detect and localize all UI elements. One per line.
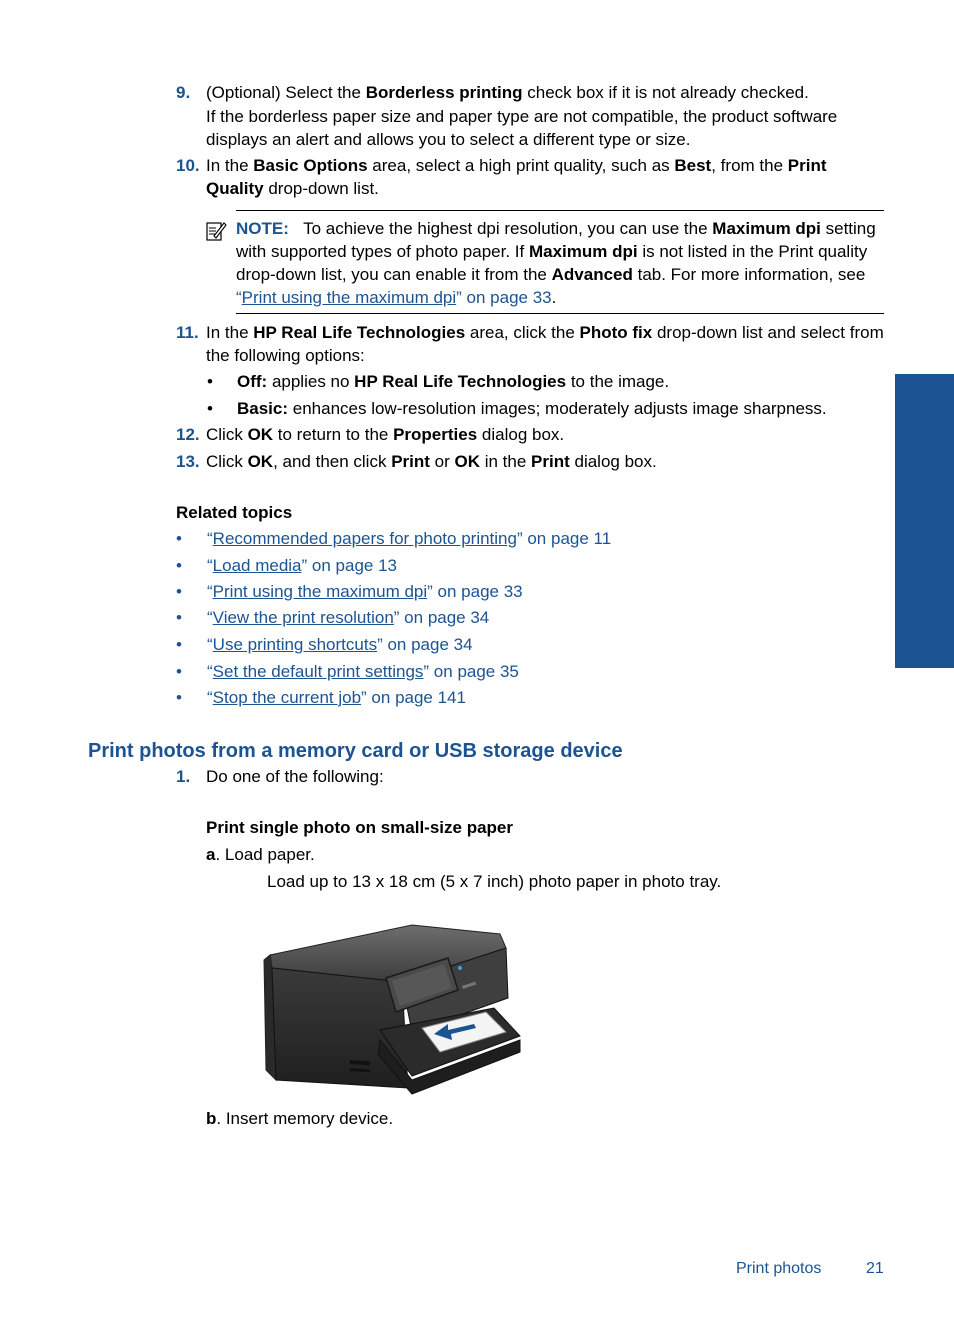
related-link-printing-shortcuts[interactable]: “Use printing shortcuts” on page 34: [207, 635, 473, 654]
related-link-print-resolution[interactable]: “View the print resolution” on page 34: [207, 608, 490, 627]
section-step-1-text: Do one of the following:: [206, 767, 384, 786]
step-12: [176, 423, 886, 446]
substep-a-detail: Load up to 13 x 18 cm (5 x 7 inch) photo paper in photo tray.: [267, 872, 722, 891]
related-link-load-media[interactable]: “Load media” on page 13: [207, 556, 397, 575]
step-number: 9.: [176, 83, 191, 102]
step-number: 12.: [176, 425, 200, 444]
subheading: Print single photo on small-size paper: [206, 818, 513, 837]
step-number: 1.: [176, 767, 191, 786]
step-9-detail: If the borderless paper size and paper type are not compatible, the product software displays an alert and allows you to select a different type or size.: [206, 107, 838, 149]
footer-section: Print photos: [736, 1260, 822, 1277]
note-text: NOTE: To achieve the highest dpi resolution, you can use the Maximum dpi setting with supported types of photo paper. If Maximum dpi is not listed in the Print quality drop-down list, you can enable it from the Advanced tab. For more information, see “Print using the maximum dpi” on page 33.: [236, 219, 876, 307]
related-link-maximum-dpi[interactable]: “Print using the maximum dpi” on page 33: [207, 582, 523, 601]
related-link-stop-job[interactable]: “Stop the current job” on page 141: [207, 688, 466, 707]
note-label: NOTE:: [236, 219, 289, 238]
step-9: [176, 81, 886, 151]
side-tab-label: Print: [881, 627, 896, 660]
section-heading: Print photos from a memory card or USB storage device: [88, 740, 623, 762]
substep-b: b. Insert memory device.: [206, 1109, 394, 1128]
step-12-text: Click OK to return to the Properties dialog box.: [206, 425, 565, 444]
step-9-text: (Optional) Select the Borderless printing check box if it is not already checked.: [206, 83, 809, 102]
related-link-recommended-papers[interactable]: “Recommended papers for photo printing” on page 11: [207, 529, 612, 548]
note-box: [236, 210, 884, 314]
step-10-text: In the Basic Options area, select a high print quality, such as Best, from the Print Quality drop-down list.: [206, 156, 827, 198]
step-13-text: Click OK, and then click Print or OK in the Print dialog box.: [206, 452, 657, 471]
step-13: [176, 450, 886, 473]
note-icon: [205, 220, 227, 242]
step-number: 10.: [176, 156, 200, 175]
related-link-default-settings[interactable]: “Set the default print settings” on page 35: [207, 662, 519, 681]
step-11-text: In the HP Real Life Technologies area, click the Photo fix drop-down list and select from the following options:: [206, 323, 884, 365]
substep-a: a. Load paper.: [206, 845, 315, 864]
note-link[interactable]: “Print using the maximum dpi” on page 33: [236, 288, 552, 307]
page-number: 21: [866, 1260, 884, 1277]
step-number: 11.: [176, 323, 199, 342]
side-tab-print[interactable]: [881, 374, 954, 668]
related-topics-heading: Related topics: [176, 503, 293, 522]
printer-illustration: [262, 920, 524, 1102]
step-number: 13.: [176, 452, 200, 471]
step-11: [176, 321, 886, 367]
step-10: [176, 154, 886, 200]
section-step-1: [176, 765, 886, 788]
